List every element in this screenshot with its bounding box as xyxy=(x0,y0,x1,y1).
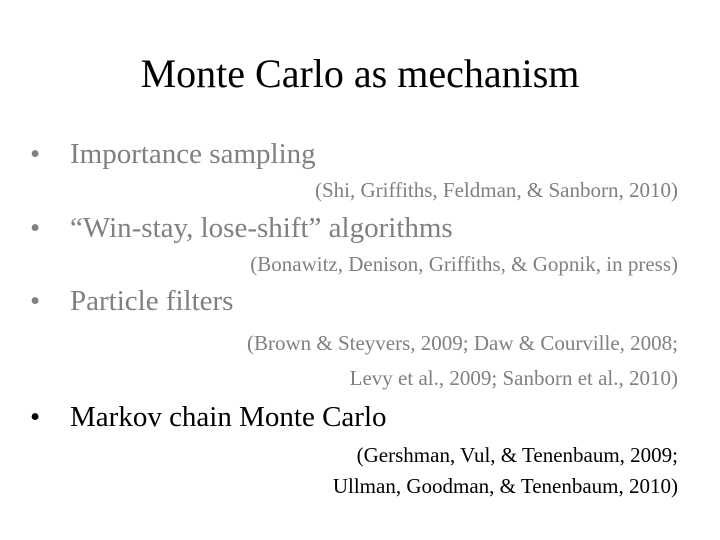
bullet-dot-icon: • xyxy=(30,401,41,433)
bullet-dot-icon: • xyxy=(30,138,41,170)
bullet-markov-chain-monte-carlo xyxy=(30,400,387,435)
citation-importance-sampling: (Shi, Griffiths, Feldman, & Sanborn, 2010) xyxy=(314,178,678,202)
bullet-win-stay-lose-shift xyxy=(30,211,453,246)
bullet-dot-icon: • xyxy=(30,212,41,244)
slide-title: Monte Carlo as mechanism xyxy=(140,51,580,96)
citation-particle-filters-line2: Levy et al., 2009; Sanborn et al., 2010) xyxy=(349,366,678,390)
bullet-dot-icon: • xyxy=(30,285,41,317)
citation-mcmc-line2: Ullman, Goodman, & Tenenbaum, 2010) xyxy=(332,474,678,498)
bullet-label: “Win-stay, lose-shift” algorithms xyxy=(70,212,453,244)
bullet-label: Markov chain Monte Carlo xyxy=(70,401,387,433)
citation-particle-filters-line1: (Brown & Steyvers, 2009; Daw & Courville, 2008; xyxy=(246,331,678,355)
bullet-importance-sampling xyxy=(30,137,316,172)
bullet-particle-filters xyxy=(30,284,233,319)
bullet-label: Particle filters xyxy=(70,285,234,317)
citation-win-stay-lose-shift: (Bonawitz, Denison, Griffiths, & Gopnik, in press) xyxy=(250,252,678,276)
citation-mcmc-line1: (Gershman, Vul, & Tenenbaum, 2009; xyxy=(356,443,678,467)
bullet-label: Importance sampling xyxy=(70,138,316,170)
